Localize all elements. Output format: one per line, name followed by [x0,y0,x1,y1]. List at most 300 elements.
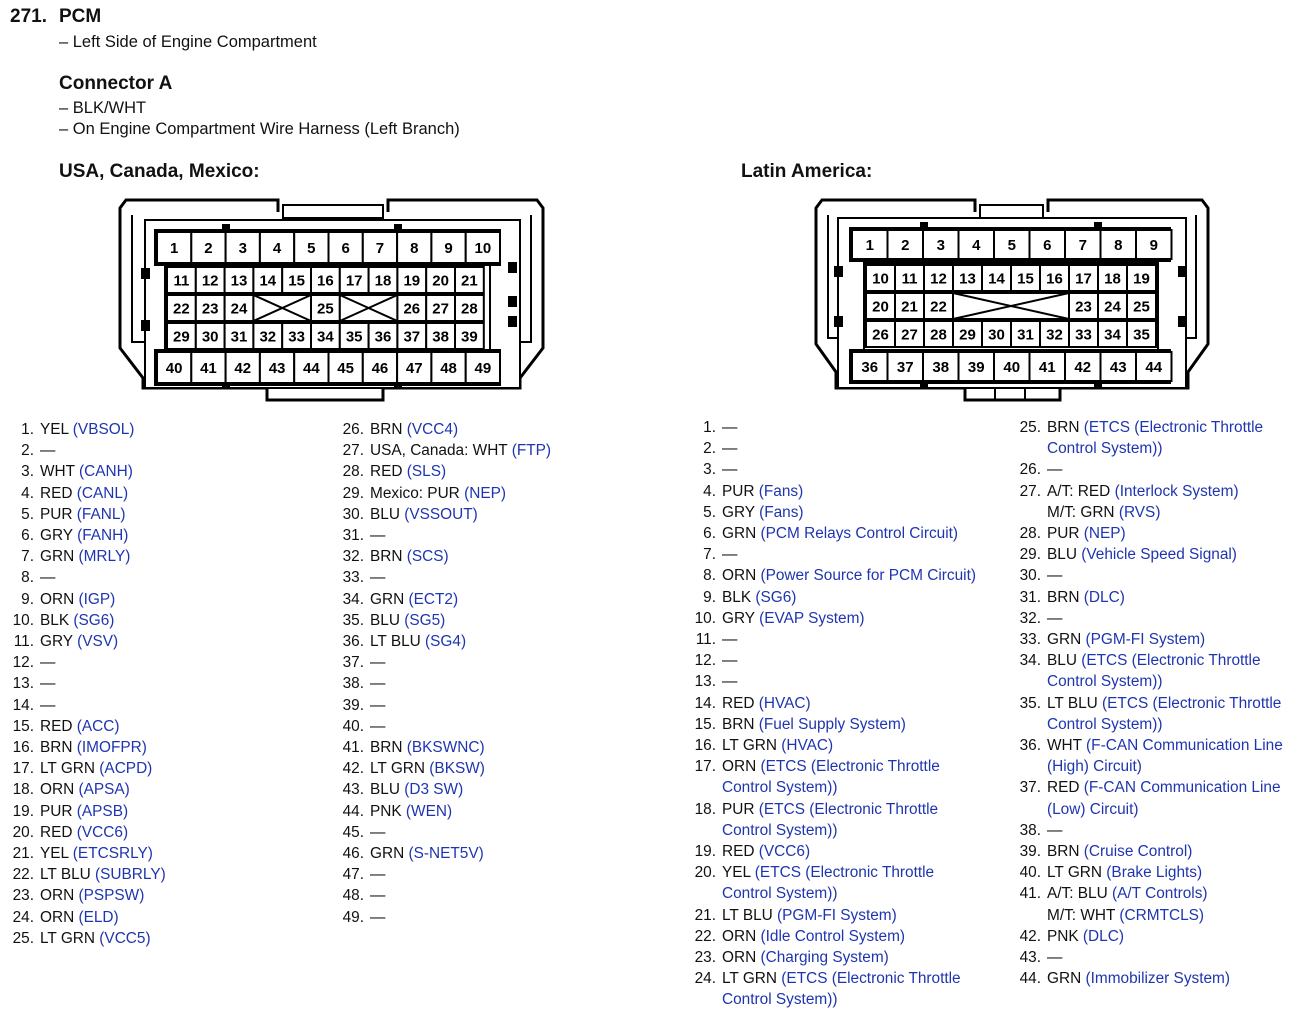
signal-name-continued: Control System)) [722,885,838,903]
pin-entry [688,587,976,608]
wire-color: GRN [370,590,409,608]
pin-number: 5 [307,240,316,257]
wire-color: LT BLU [370,633,426,651]
pin-number: 45 [337,360,354,377]
latin-pin-list-right [1013,417,1283,989]
usa-heading: USA, Canada, Mexico: [59,161,260,182]
wire-color: ORN [722,949,761,967]
pin-entry-number: 30. [342,505,364,523]
pin-entry-number: 26. [1019,461,1041,479]
wire-color: — [370,866,386,884]
signal-name: (HVAC) [758,694,811,712]
pin-number: 10 [474,240,492,257]
signal-name: (EVAP System) [759,609,865,627]
pin-number: 27 [432,300,449,318]
pin-entry [1013,523,1283,544]
wire-color: — [370,675,386,693]
wire-color: GRN [1047,970,1086,988]
pin-number: 10 [872,270,889,288]
pin-entry [1013,544,1283,565]
pin-entry-number: 29. [1019,546,1041,564]
pin-number: 31 [1017,326,1034,344]
pin-entry-number: 33. [1019,631,1041,649]
pin-entry [1013,417,1283,459]
pin-entry [10,758,166,779]
wire-color: LT BLU [40,866,96,884]
pin-entry [10,631,166,652]
wire-color: GRN [40,548,79,566]
signal-name: (VBSOL) [72,421,135,438]
wire-color: LT GRN [40,929,100,947]
signal-name: (VSSOUT) [404,505,478,523]
pin-number: 30 [201,328,219,346]
pin-entry-number: 36. [342,633,364,651]
signal-name: (Vehicle Speed Signal) [1081,546,1237,564]
pin-entry [10,907,166,928]
wire-color: GRN [1047,631,1086,649]
pin-entry [10,652,166,673]
pin-number: 44 [1145,359,1163,376]
pin-entry [336,461,551,482]
wire-color: ORN [722,758,761,776]
pin-number: 37 [403,328,421,346]
signal-name: (MRLY) [78,548,131,566]
pin-entry-number: 44. [1019,970,1041,988]
pin-number: 19 [1133,270,1150,288]
pin-entry [688,544,976,565]
signal-name: (S-NET5V) [408,845,484,863]
pin-entry [1013,481,1283,523]
pin-number: 20 [872,298,889,316]
pin-number: 1 [865,237,874,254]
pin-entry-number: 49. [342,908,364,926]
pin-entry-number: 45. [342,823,364,841]
pin-number: 14 [988,270,1005,288]
wire-color: — [1047,567,1063,585]
pin-entry [336,695,551,716]
signal-name: (VSV) [77,633,119,651]
signal-name: (FANL) [76,505,126,523]
pin-entry-number: 2. [703,440,716,458]
wire-color: — [370,887,386,905]
pin-number: 17 [1075,270,1092,288]
signal-name: (ETCS (Electronic Throttle [1102,694,1282,712]
connector-color: – BLK/WHT [59,99,147,117]
pin-entry-number: 23. [694,949,716,967]
wire-color: BLU [370,505,405,523]
pin-number: 49 [474,360,492,377]
pin-number: 36 [374,328,392,346]
pin-entry-number: 2. [21,442,34,460]
pin-entry-number: 10. [12,611,34,629]
pin-entry-number: 24. [12,908,34,926]
wire-color: LT GRN [1047,864,1107,882]
pin-entry [10,546,166,567]
usa-pin-list-right [336,419,551,928]
pin-entry-number: 13. [694,673,716,691]
wire-color: — [722,461,738,479]
signal-name: (ECT2) [408,590,459,608]
pin-number: 1 [169,240,179,257]
wire-color: — [722,546,738,564]
signal-name: (F-CAN Communication Line [1086,737,1283,755]
pin-entry-number: 42. [1019,927,1041,945]
wire-color: WHT [40,463,80,481]
wire-color: — [370,908,386,926]
signal-name-continued: Control System)) [1047,715,1163,733]
component-title: PCM [59,6,102,27]
pin-number: 15 [288,272,305,290]
pin-entry-number: 39. [342,696,364,714]
pin-entry-number: 29. [342,484,364,502]
signal-name: (VCC6) [76,823,129,841]
wire-color: BLU [370,781,405,799]
pin-entry [1013,968,1283,989]
pin-number: 34 [317,328,334,346]
pin-entry-number: 48. [342,887,364,905]
pin-entry [688,693,976,714]
pin-entry [10,928,166,949]
pin-entry [1013,841,1283,862]
wire-color: — [40,675,56,693]
pin-entry [1013,459,1283,480]
pin-entry-number: 17. [12,760,34,778]
pin-entry [10,610,166,631]
pin-entry-number: 22. [12,866,34,884]
pin-entry [10,483,166,504]
pin-entry [688,714,976,735]
pin-entry-number: 1. [21,421,34,438]
wire-color: LT GRN [722,970,782,988]
pin-entry [336,758,551,779]
wire-color: ORN [722,927,761,945]
wire-color: YEL [40,845,73,863]
pin-number: 33 [288,328,305,346]
wire-color: LT GRN [40,760,100,778]
pin-number: 32 [1046,326,1063,344]
signal-name: (DLC) [1082,927,1124,945]
pin-entry [1013,862,1283,883]
pin-entry-number: 30. [1019,567,1041,585]
wire-color: — [1047,461,1063,479]
pin-entry-alt-line [1013,905,1283,926]
pin-entry-number: 38. [1019,821,1041,839]
signal-name: (IMOFPR) [76,739,147,757]
pin-number: 18 [374,272,392,290]
wire-color: PUR [40,505,77,523]
wire-color: BRN [370,421,407,438]
pin-number: 15 [1017,270,1034,288]
pin-entry-number: 34. [342,590,364,608]
wire-color: USA, Canada: WHT [370,442,512,460]
pin-entry [10,673,166,694]
signal-name: (F-CAN Communication Line [1083,779,1281,797]
pin-number: 47 [405,360,423,377]
pin-entry-number: 8. [21,569,34,587]
pin-entry-number: 37. [342,654,364,672]
pin-number: 11 [901,270,918,288]
pin-entry [336,546,551,567]
pin-number: 13 [230,272,248,290]
connector-title: Connector A [59,73,173,94]
pin-entry-number: 38. [342,675,364,693]
pin-entry [1013,608,1283,629]
pin-entry-number: 28. [342,463,364,481]
pin-entry-number: 43. [342,781,364,799]
pin-number: 5 [1007,237,1016,254]
signal-name: (SG6) [755,588,797,606]
wire-color: PNK [1047,927,1083,945]
pin-entry [336,737,551,758]
pin-number: 11 [173,272,190,290]
pin-entry [336,779,551,800]
wire-color: GRY [722,503,760,521]
pin-entry [688,459,976,480]
signal-name: (Fans) [758,482,804,500]
pin-number: 24 [230,300,248,318]
signal-name: (SG4) [425,633,467,651]
pin-entry [688,438,976,459]
pin-number: 39 [967,359,985,376]
wire-color: ORN [40,887,79,905]
pin-entry [688,565,976,586]
pin-entry [10,695,166,716]
pin-entry [336,801,551,822]
pin-entry [10,461,166,482]
wire-color: PUR [40,802,77,820]
pin-entry-number: 28. [1019,525,1041,543]
wire-color: GRN [722,525,761,543]
pin-entry-number: 14. [694,694,716,712]
signal-name: (SUBRLY) [95,866,166,884]
signal-name: (PCM Relays Control Circuit) [760,525,959,543]
pin-number: 25 [317,300,334,318]
pin-entry [1013,947,1283,968]
pin-entry-number: 22. [694,927,716,945]
pin-number: 43 [1109,359,1127,376]
wire-color: PUR [722,800,759,818]
pin-entry-number: 11. [13,633,34,651]
pin-entry [10,716,166,737]
pin-entry [336,419,551,440]
pin-entry-number: 23. [12,887,34,905]
wire-color: — [370,823,386,841]
wire-color: PUR [722,482,759,500]
pin-number: 35 [345,328,363,346]
wire-color: BLK [722,588,756,606]
wire-color: BRN [1047,588,1084,606]
pin-entry [10,779,166,800]
pin-entry-number: 13. [12,675,34,693]
pin-number: 16 [317,272,334,290]
pin-entry-number: 3. [21,463,34,481]
wire-color: RED [370,463,407,481]
pin-number: 22 [930,298,947,316]
pin-entry [336,610,551,631]
pin-number: 18 [1104,270,1121,288]
pin-entry-number: 6. [21,527,34,545]
pin-entry [10,440,166,461]
signal-name: (SG5) [404,611,446,629]
pin-number: 40 [165,360,183,377]
pin-number: 12 [930,270,947,288]
wire-color: BLU [370,611,405,629]
pin-entry [10,589,166,610]
pin-entry-number: 12. [694,652,716,670]
pin-number: 37 [896,359,914,376]
pin-number: 7 [375,240,385,257]
pin-entry-number: 15. [694,715,716,733]
wire-color: BLU [1047,652,1082,670]
usa-pin-list-left [10,419,166,949]
signal-name: (ETCS (Electronic Throttle [754,864,935,882]
pin-number: 30 [988,326,1005,344]
wire-color: BRN [722,715,759,733]
pin-entry-number: 24. [694,970,716,988]
pin-number: 6 [1043,237,1052,254]
pin-entry-number: 34. [1019,652,1041,670]
signal-name-continued: Control System)) [722,821,838,839]
pin-entry-number: 19. [12,802,34,820]
wire-color: GRN [370,845,409,863]
pin-entry-number: 3. [703,461,716,479]
pin-entry [1013,777,1283,819]
pin-entry-alt-line [1013,502,1283,523]
pin-entry-number: 25. [12,929,34,947]
pin-number: 38 [932,359,950,376]
pin-entry [336,822,551,843]
pin-entry-number: 47. [342,866,364,884]
pin-number: 8 [410,240,419,257]
pin-entry-number: 7. [21,548,34,566]
wire-color: LT GRN [722,737,782,755]
pin-entry [336,885,551,906]
signal-name: (DLC) [1083,588,1125,606]
signal-name-continued: (High) Circuit) [1047,758,1142,776]
signal-name: (BKSWNC) [406,739,485,757]
pin-entry-number: 20. [694,864,716,882]
pin-number: 38 [432,328,449,346]
pin-entry-number: 5. [21,505,34,523]
wire-color: Mexico: PUR [370,484,465,502]
pin-number: 6 [341,240,350,257]
wire-color: GRY [40,633,78,651]
wire-color: RED [722,843,759,861]
pin-entry [1013,629,1283,650]
component-location: – Left Side of Engine Compartment [59,33,317,51]
pin-number: 26 [872,326,889,344]
latin-pin-list-left [688,417,976,1011]
pin-entry [336,483,551,504]
pin-entry [336,525,551,546]
pin-entry [688,671,976,692]
wire-color: — [40,442,56,460]
pin-number: 24 [1104,298,1121,316]
pin-number: 25 [1133,298,1150,316]
signal-name-continued: Control System)) [1047,440,1163,458]
pin-entry-number: 11. [695,631,716,649]
pin-number: 12 [201,272,219,290]
pin-number: 2 [204,240,213,257]
signal-name: (HVAC) [781,737,834,755]
pin-number: 42 [1074,359,1092,376]
pin-number: 21 [461,272,478,290]
wire-color: — [722,673,738,691]
wire-color: BRN [40,739,77,757]
wire-color: GRY [722,609,760,627]
pin-number: 20 [432,272,449,290]
wire-color: ORN [40,908,79,926]
pin-number: 4 [972,237,981,254]
pin-entry-number: 21. [12,845,34,863]
pin-entry-number: 32. [342,548,364,566]
signal-name: (FANH) [77,527,129,545]
signal-name: (Fans) [759,503,804,521]
wire-color: YEL [40,421,73,438]
pin-entry-number: 35. [1019,694,1041,712]
wire-color: — [722,419,738,436]
wire-color: BRN [1047,419,1084,436]
wire-color: — [1047,821,1063,839]
pin-entry [10,843,166,864]
signal-name: (SCS) [406,548,449,566]
pin-number: 9 [444,240,453,257]
pin-number: 29 [173,328,190,346]
pin-number: 7 [1078,237,1087,254]
pin-entry [688,608,976,629]
pin-entry [1013,735,1283,777]
pin-number: 22 [173,300,190,318]
signal-name: (Idle Control System) [760,927,906,945]
wire-color-alt: M/T: GRN [1047,503,1119,521]
pin-entry-number: 40. [1019,864,1041,882]
signal-name: (Immobilizer System) [1085,970,1230,988]
pin-entry [1013,820,1283,841]
pin-entry [688,629,976,650]
pin-entry [688,650,976,671]
pin-entry-number: 17. [694,758,716,776]
wire-color: YEL [722,864,755,882]
signal-name-continued: Control System)) [722,991,838,1009]
signal-name: (Brake Lights) [1106,864,1203,882]
pin-number: 14 [259,272,277,290]
signal-name: (D3 SW) [404,781,464,799]
pin-entry-number: 27. [342,442,364,460]
wire-color: BLK [40,611,74,629]
pin-entry-number: 40. [342,717,364,735]
pin-entry-number: 46. [342,845,364,863]
pin-entry-number: 31. [1019,588,1041,606]
pin-entry-number: 4. [21,484,34,502]
signal-name: (CANH) [79,463,133,481]
pin-entry [688,947,976,968]
signal-name: (ETCS (Electronic Throttle [758,800,939,818]
pin-number: 8 [1114,237,1123,254]
pin-number: 17 [345,272,363,290]
signal-name-continued: Control System)) [1047,673,1163,691]
wire-color: RED [40,484,77,502]
pin-entry-number: 1. [703,419,716,436]
wire-color: PNK [370,802,406,820]
pin-entry-number: 12. [12,654,34,672]
wire-color: — [40,696,56,714]
signal-name: (VCC6) [758,843,811,861]
signal-name: (VCC4) [406,421,459,438]
pin-entry [1013,587,1283,608]
pin-entry-number: 16. [694,737,716,755]
pin-entry-number: 9. [703,588,716,606]
signal-name: (SLS) [406,463,447,481]
